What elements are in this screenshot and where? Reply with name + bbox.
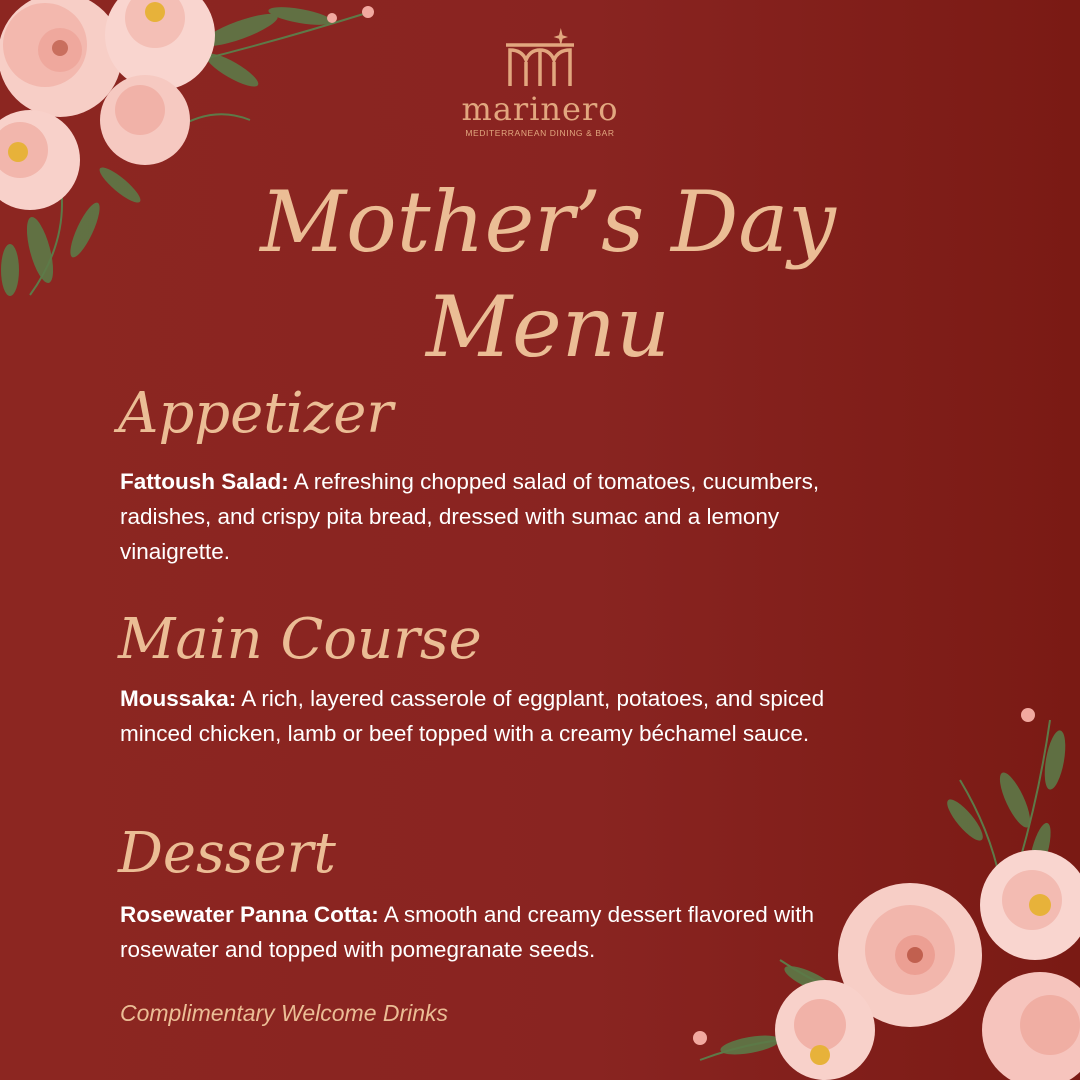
- logo-tagline: MEDITERRANEAN DINING & BAR: [465, 128, 615, 138]
- floral-decoration-bottom-right: [660, 700, 1080, 1080]
- page-title-line-2: Menu: [426, 278, 670, 376]
- menu-item-appetizer: [120, 464, 840, 569]
- menu-item-description: A rich, layered casserole of eggplant, potatoes, and spiced minced chicken, lamb or beef topped with a creamy béchamel sauce.: [120, 686, 825, 746]
- menu-item-name: Fattoush Salad:: [120, 469, 289, 494]
- menu-item-main-course: [120, 681, 840, 751]
- menu-item-name: Moussaka:: [120, 686, 237, 711]
- page-title-line-1: Mother’s Day: [260, 173, 836, 271]
- section-heading-appetizer: Appetizer: [118, 381, 394, 446]
- menu-item-name: Rosewater Panna Cotta:: [120, 902, 379, 927]
- restaurant-logo: [440, 28, 640, 138]
- section-heading-dessert: Dessert: [118, 821, 336, 886]
- logo-name: marinero: [461, 90, 619, 128]
- logo-monogram-icon: [500, 28, 580, 90]
- section-heading-main-course: Main Course: [118, 607, 482, 672]
- menu-item-description: A refreshing chopped salad of tomatoes, cucumbers, radishes, and crispy pita bread, dressed with sumac and a lemony vinaigrette.: [120, 469, 820, 564]
- footnote-welcome-drinks: Complimentary Welcome Drinks: [120, 1000, 449, 1026]
- menu-item-description: A smooth and creamy dessert flavored with rosewater and topped with pomegranate seeds.: [120, 902, 815, 962]
- menu-item-dessert: [120, 897, 820, 967]
